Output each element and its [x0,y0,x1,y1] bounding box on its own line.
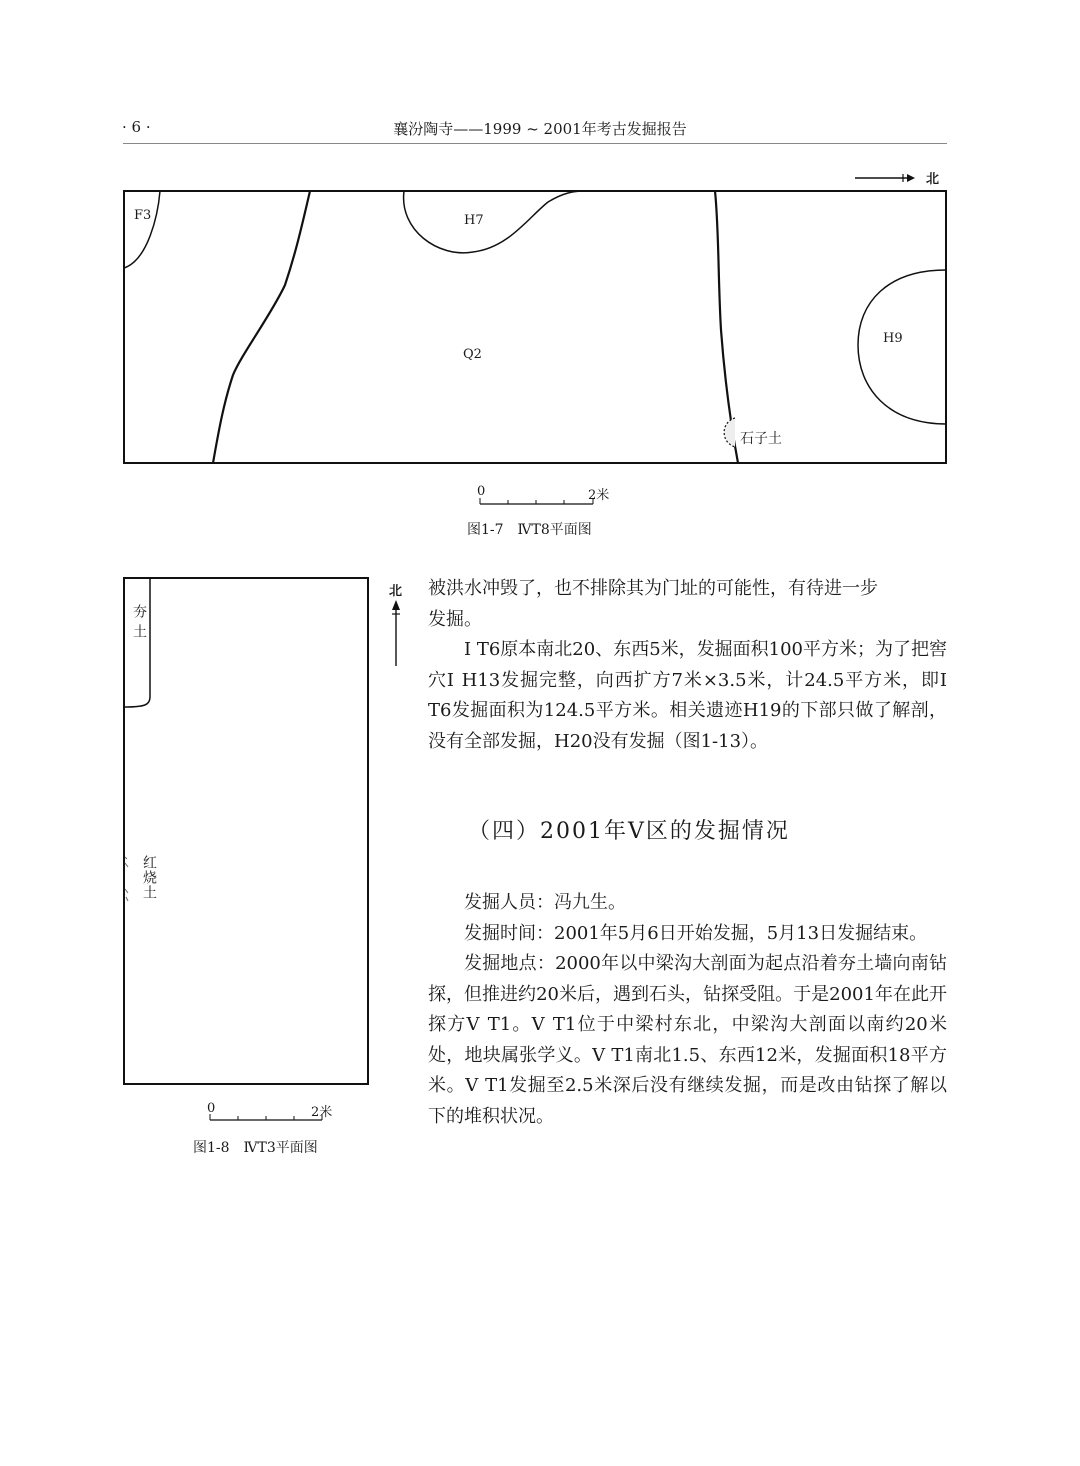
label-f3: F3 [134,208,152,223]
running-title: 襄汾陶寺——1999 ~ 2001年考古发掘报告 [393,120,687,138]
north-label: 北 [389,584,403,599]
label-h7: H7 [464,213,484,228]
scale-end: 2米 [588,488,610,503]
paragraph-t6: Ⅰ T6原本南北20、东西5米，发掘面积100平方米；为了把窖穴Ⅰ H13发掘完整，向西扩方7米×3.5米，计24.5平方米，即Ⅰ T6发掘面积为124.5平方米。相关遗迹H19的下部只做了解剖，没有全部发掘，H20没有发掘（图1-13）。 [428,639,948,752]
stone-soil-patch [724,418,735,447]
q2-west-boundary [213,191,310,463]
north-label: 北 [926,172,940,187]
scale-start: 0 [477,484,486,499]
burnt-earth-marks [125,857,128,901]
label-h9: H9 [883,331,903,346]
trench-border [124,191,946,463]
paragraph-continued [428,574,947,757]
location-paragraph: 发掘地点：2000年以中梁沟大剖面为起点沿着夯土墙向南钻探，但推进约20米后，遇到石头，钻探受阻。于是2001年在此开探方Ⅴ T1。Ⅴ T1位于中梁村东北，中梁沟大剖面以南约20米处，地块属张学义。Ⅴ T1南北1.5、东西12米，发掘面积18平方米。Ⅴ T1发掘至2.5米深后没有继续发掘，而是改由钻探了解以下的堆积状况。 [428,953,947,1127]
scale-bar [480,495,600,507]
north-arrow-icon [390,600,402,668]
paragraph-line: 发掘。 [428,608,482,630]
north-arrow-icon [855,170,915,186]
page-number: · 6 · [122,118,151,136]
h9-boundary [858,270,946,424]
figure-caption: 图1-8 ⅣT3平面图 [193,1140,318,1156]
scale-bar [210,1111,330,1123]
figure-caption: 图1-7 ⅣT8平面图 [467,522,592,538]
h7-boundary [404,191,585,253]
header-rule [123,143,947,144]
scale-end: 2米 [311,1105,333,1120]
staff-line: 发掘人员：冯九生。 [464,892,626,913]
scale-start: 0 [207,1101,216,1116]
section-body [428,888,947,1132]
label-rammed-earth: 夯土 [131,604,147,644]
time-line: 发掘时间：2001年5月6日开始发掘，5月13日发掘结束。 [464,922,928,944]
paragraph-line: 被洪水冲毁了，也不排除其为门址的可能性，有待进一步 [428,578,878,599]
plan-drawing-ivt8 [123,190,947,465]
section-heading: （四）2001年Ⅴ区的发掘情况 [468,819,790,844]
label-stone-soil: 石子土 [740,431,782,447]
label-q2: Q2 [463,347,482,362]
label-red-burnt-earth: 红烧土 [141,855,157,900]
trench-border [124,578,368,1084]
plan-drawing-ivt3 [123,577,369,1085]
f3-boundary [124,191,160,268]
